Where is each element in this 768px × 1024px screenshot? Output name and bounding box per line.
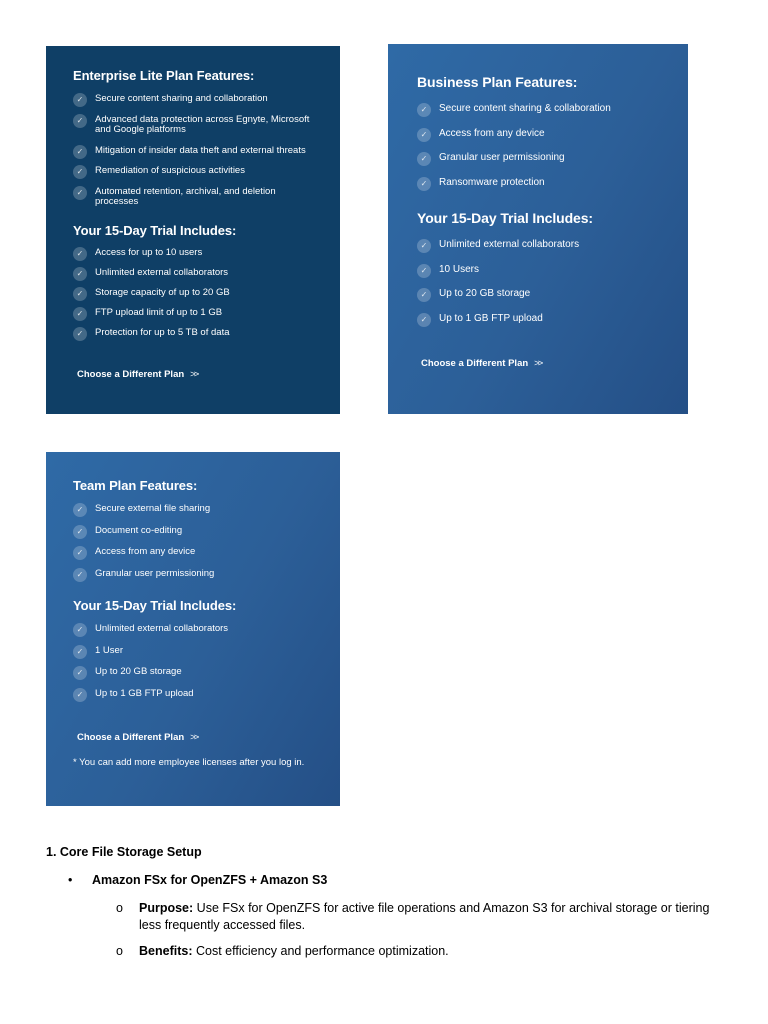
sub-item-text: Cost efficiency and performance optimization. — [195, 944, 449, 958]
double-chevron-right-icon: >> — [534, 358, 542, 369]
license-note: * You can add more employee licenses after you log in. — [73, 757, 305, 768]
choose-different-plan-link[interactable]: Choose a Different Plan >> — [77, 369, 198, 380]
sub-marker: o — [116, 901, 123, 915]
card-title: Enterprise Lite Plan Features: — [73, 68, 255, 83]
list-item: ✓ 1 User — [73, 646, 320, 657]
list-item: ✓ Up to 1 GB FTP upload — [73, 689, 320, 700]
trial-title: Your 15-Day Trial Includes: — [417, 210, 593, 226]
sub-item-purpose — [116, 900, 726, 934]
check-icon: ✓ — [73, 327, 87, 341]
sub-item-text: Use FSx for OpenZFS for active file operations and Amazon S3 for archival storage or tiering less frequently accessed files. — [139, 901, 710, 932]
check-icon: ✓ — [417, 103, 431, 117]
check-icon: ✓ — [73, 688, 87, 702]
check-icon: ✓ — [417, 313, 431, 327]
list-item: ✓ Secure external file sharing — [73, 504, 320, 515]
list-item: ✓ Granular user permissioning — [73, 569, 320, 580]
list-item: ✓ Storage capacity of up to 20 GB — [73, 288, 320, 299]
list-item: ✓ Advanced data protection across Egnyte, Microsoft and Google platforms — [73, 115, 320, 136]
list-item: ✓ Up to 20 GB storage — [417, 289, 668, 300]
bullet-marker: • — [68, 873, 73, 887]
bullet-text: Amazon FSx for OpenZFS + Amazon S3 — [92, 873, 328, 887]
list-item: ✓ Access for up to 10 users — [73, 248, 320, 259]
double-chevron-right-icon: >> — [190, 369, 198, 380]
list-item: ✓ Up to 20 GB storage — [73, 667, 320, 678]
check-icon: ✓ — [417, 177, 431, 191]
list-item: ✓ Mitigation of insider data theft and external threats — [73, 146, 320, 157]
sub-marker: o — [116, 944, 123, 958]
check-icon: ✓ — [73, 568, 87, 582]
list-item: ✓ Up to 1 GB FTP upload — [417, 314, 668, 325]
check-icon: ✓ — [73, 525, 87, 539]
list-item: ✓ Unlimited external collaborators — [417, 240, 668, 251]
card-title: Team Plan Features: — [73, 478, 198, 493]
team-plan-card — [46, 452, 340, 806]
trial-title: Your 15-Day Trial Includes: — [73, 222, 237, 238]
list-item: ✓ Access from any device — [73, 547, 320, 558]
list-item: ✓ Unlimited external collaborators — [73, 624, 320, 635]
trial-list — [73, 624, 320, 699]
card-title: Business Plan Features: — [417, 74, 578, 90]
check-icon: ✓ — [417, 288, 431, 302]
feature-list — [73, 504, 320, 579]
list-item: ✓ Secure content sharing & collaboration — [417, 104, 668, 115]
check-icon: ✓ — [73, 645, 87, 659]
sub-item-benefits — [116, 944, 726, 958]
check-icon: ✓ — [73, 165, 87, 179]
business-plan-card — [388, 44, 688, 414]
enterprise-lite-plan-card — [46, 46, 340, 414]
double-chevron-right-icon: >> — [190, 732, 198, 743]
list-item: ✓ Protection for up to 5 TB of data — [73, 328, 320, 339]
check-icon: ✓ — [73, 623, 87, 637]
trial-title: Your 15-Day Trial Includes: — [73, 598, 237, 613]
feature-list — [417, 104, 668, 188]
list-item: ✓ FTP upload limit of up to 1 GB — [73, 308, 320, 319]
check-icon: ✓ — [73, 546, 87, 560]
choose-different-plan-link[interactable]: Choose a Different Plan >> — [77, 732, 198, 743]
list-item: ✓ Document co-editing — [73, 526, 320, 537]
check-icon: ✓ — [73, 93, 87, 107]
list-item: ✓ 10 Users — [417, 265, 668, 276]
check-icon: ✓ — [73, 114, 87, 128]
check-icon: ✓ — [73, 503, 87, 517]
check-icon: ✓ — [73, 666, 87, 680]
check-icon: ✓ — [417, 128, 431, 142]
check-icon: ✓ — [73, 247, 87, 261]
check-icon: ✓ — [73, 287, 87, 301]
trial-list — [417, 240, 668, 324]
section-heading: 1. Core File Storage Setup — [46, 845, 202, 859]
sub-item-label: Benefits: — [139, 944, 193, 958]
choose-different-plan-link[interactable]: Choose a Different Plan >> — [421, 358, 542, 369]
list-item: ✓ Ransomware protection — [417, 178, 668, 189]
list-item: ✓ Secure content sharing and collaboration — [73, 94, 320, 105]
list-item: ✓ Unlimited external collaborators — [73, 268, 320, 279]
trial-list — [73, 248, 320, 339]
sub-item-label: Purpose: — [139, 901, 194, 915]
check-icon: ✓ — [417, 264, 431, 278]
check-icon: ✓ — [73, 267, 87, 281]
check-icon: ✓ — [417, 152, 431, 166]
check-icon: ✓ — [73, 186, 87, 200]
check-icon: ✓ — [73, 145, 87, 159]
list-item: ✓ Granular user permissioning — [417, 153, 668, 164]
list-item: ✓ Access from any device — [417, 129, 668, 140]
check-icon: ✓ — [73, 307, 87, 321]
list-item: ✓ Automated retention, archival, and deletion processes — [73, 187, 320, 208]
check-icon: ✓ — [417, 239, 431, 253]
list-item: ✓ Remediation of suspicious activities — [73, 166, 320, 177]
bullet-item — [68, 873, 327, 887]
feature-list — [73, 94, 320, 208]
